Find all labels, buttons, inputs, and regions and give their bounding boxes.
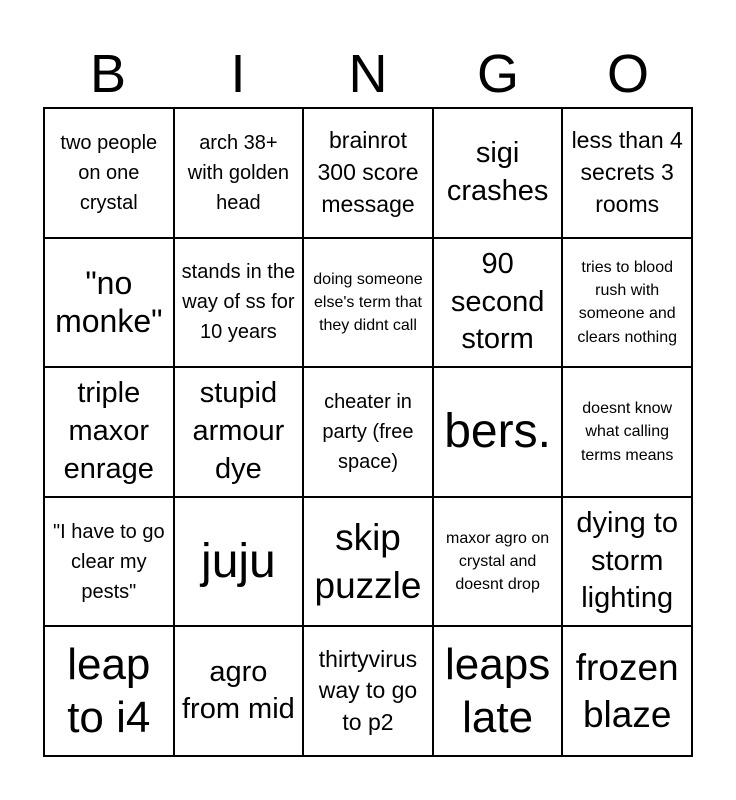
- bingo-header: [43, 40, 693, 108]
- bingo-board: [43, 107, 693, 757]
- bingo-cell-2-2[interactable]: [174, 238, 304, 368]
- bingo-cell-text: "no monke": [55, 265, 163, 340]
- bingo-cell-1-5[interactable]: [562, 108, 692, 238]
- bingo-cell-4-3[interactable]: [303, 497, 433, 627]
- bingo-cell-text: less than 4 secrets 3 rooms: [571, 127, 683, 217]
- bingo-cell-3-3[interactable]: [303, 367, 433, 497]
- bingo-cell-3-4[interactable]: [433, 367, 563, 497]
- bingo-cell-text: leap to i4: [67, 639, 151, 743]
- header-letter-i: I: [230, 44, 246, 104]
- bingo-cell-4-5[interactable]: [562, 497, 692, 627]
- bingo-cell-text: doing someone else's term that they didnt call: [313, 270, 423, 334]
- bingo-cell-2-1[interactable]: [44, 238, 174, 368]
- bingo-cell-1-1[interactable]: [44, 108, 174, 238]
- bingo-cell-3-2[interactable]: [174, 367, 304, 497]
- bingo-cell-5-4[interactable]: [433, 626, 563, 756]
- bingo-cell-4-4[interactable]: [433, 497, 563, 627]
- bingo-cell-2-4[interactable]: [433, 238, 563, 368]
- bingo-cell-text: cheater in party (free space): [322, 390, 414, 473]
- bingo-cell-text: arch 38+ with golden head: [187, 131, 289, 214]
- bingo-cell-5-3[interactable]: [303, 626, 433, 756]
- bingo-cell-2-5[interactable]: [562, 238, 692, 368]
- bingo-cell-1-4[interactable]: [433, 108, 563, 238]
- bingo-cell-text: thirtyvirus way to go to p2: [318, 645, 418, 736]
- bingo-cell-text: maxor agro on crystal and doesnt drop: [446, 529, 550, 594]
- bingo-cell-text: stupid armour dye: [192, 377, 285, 485]
- bingo-cell-text: "I have to go clear my pests": [52, 520, 165, 603]
- bingo-cell-1-3[interactable]: [303, 108, 433, 238]
- header-letter-n: N: [348, 44, 388, 104]
- bingo-cell-text: juju: [201, 534, 276, 588]
- header-letter-g: G: [476, 44, 519, 104]
- bingo-cell-5-5[interactable]: [562, 626, 692, 756]
- bingo-cell-text: stands in the way of ss for 10 years: [181, 261, 296, 344]
- bingo-cell-2-3[interactable]: [303, 238, 433, 368]
- header-letter-b: B: [89, 44, 127, 104]
- bingo-cell-text: 90 second storm: [450, 247, 545, 356]
- bingo-cell-text: agro from mid: [181, 655, 295, 726]
- bingo-cell-4-2[interactable]: [174, 497, 304, 627]
- bingo-cell-5-1[interactable]: [44, 626, 174, 756]
- bingo-cell-3-1[interactable]: [44, 367, 174, 497]
- bingo-cell-text: two people on one crystal: [60, 131, 158, 214]
- bingo-cell-1-2[interactable]: [174, 108, 304, 238]
- bingo-cell-text: frozen blaze: [575, 646, 679, 736]
- bingo-cell-3-5[interactable]: [562, 367, 692, 497]
- bingo-cell-text: triple maxor enrage: [63, 377, 154, 485]
- bingo-cell-text: brainrot 300 score message: [317, 127, 419, 217]
- header-letter-o: O: [606, 44, 649, 104]
- bingo-cell-5-2[interactable]: [174, 626, 304, 756]
- bingo-cell-text: bers.: [444, 404, 551, 458]
- bingo-cell-text: skip puzzle: [314, 517, 422, 606]
- bingo-cell-4-1[interactable]: [44, 497, 174, 627]
- bingo-cell-text: dying to storm lighting: [576, 507, 678, 615]
- bingo-cell-text: leaps late: [445, 639, 551, 743]
- bingo-cell-text: sigi crashes: [446, 137, 549, 207]
- bingo-cell-text: tries to blood rush with someone and clears nothing: [577, 259, 677, 346]
- bingo-cell-text: doesnt know what calling terms means: [580, 400, 674, 464]
